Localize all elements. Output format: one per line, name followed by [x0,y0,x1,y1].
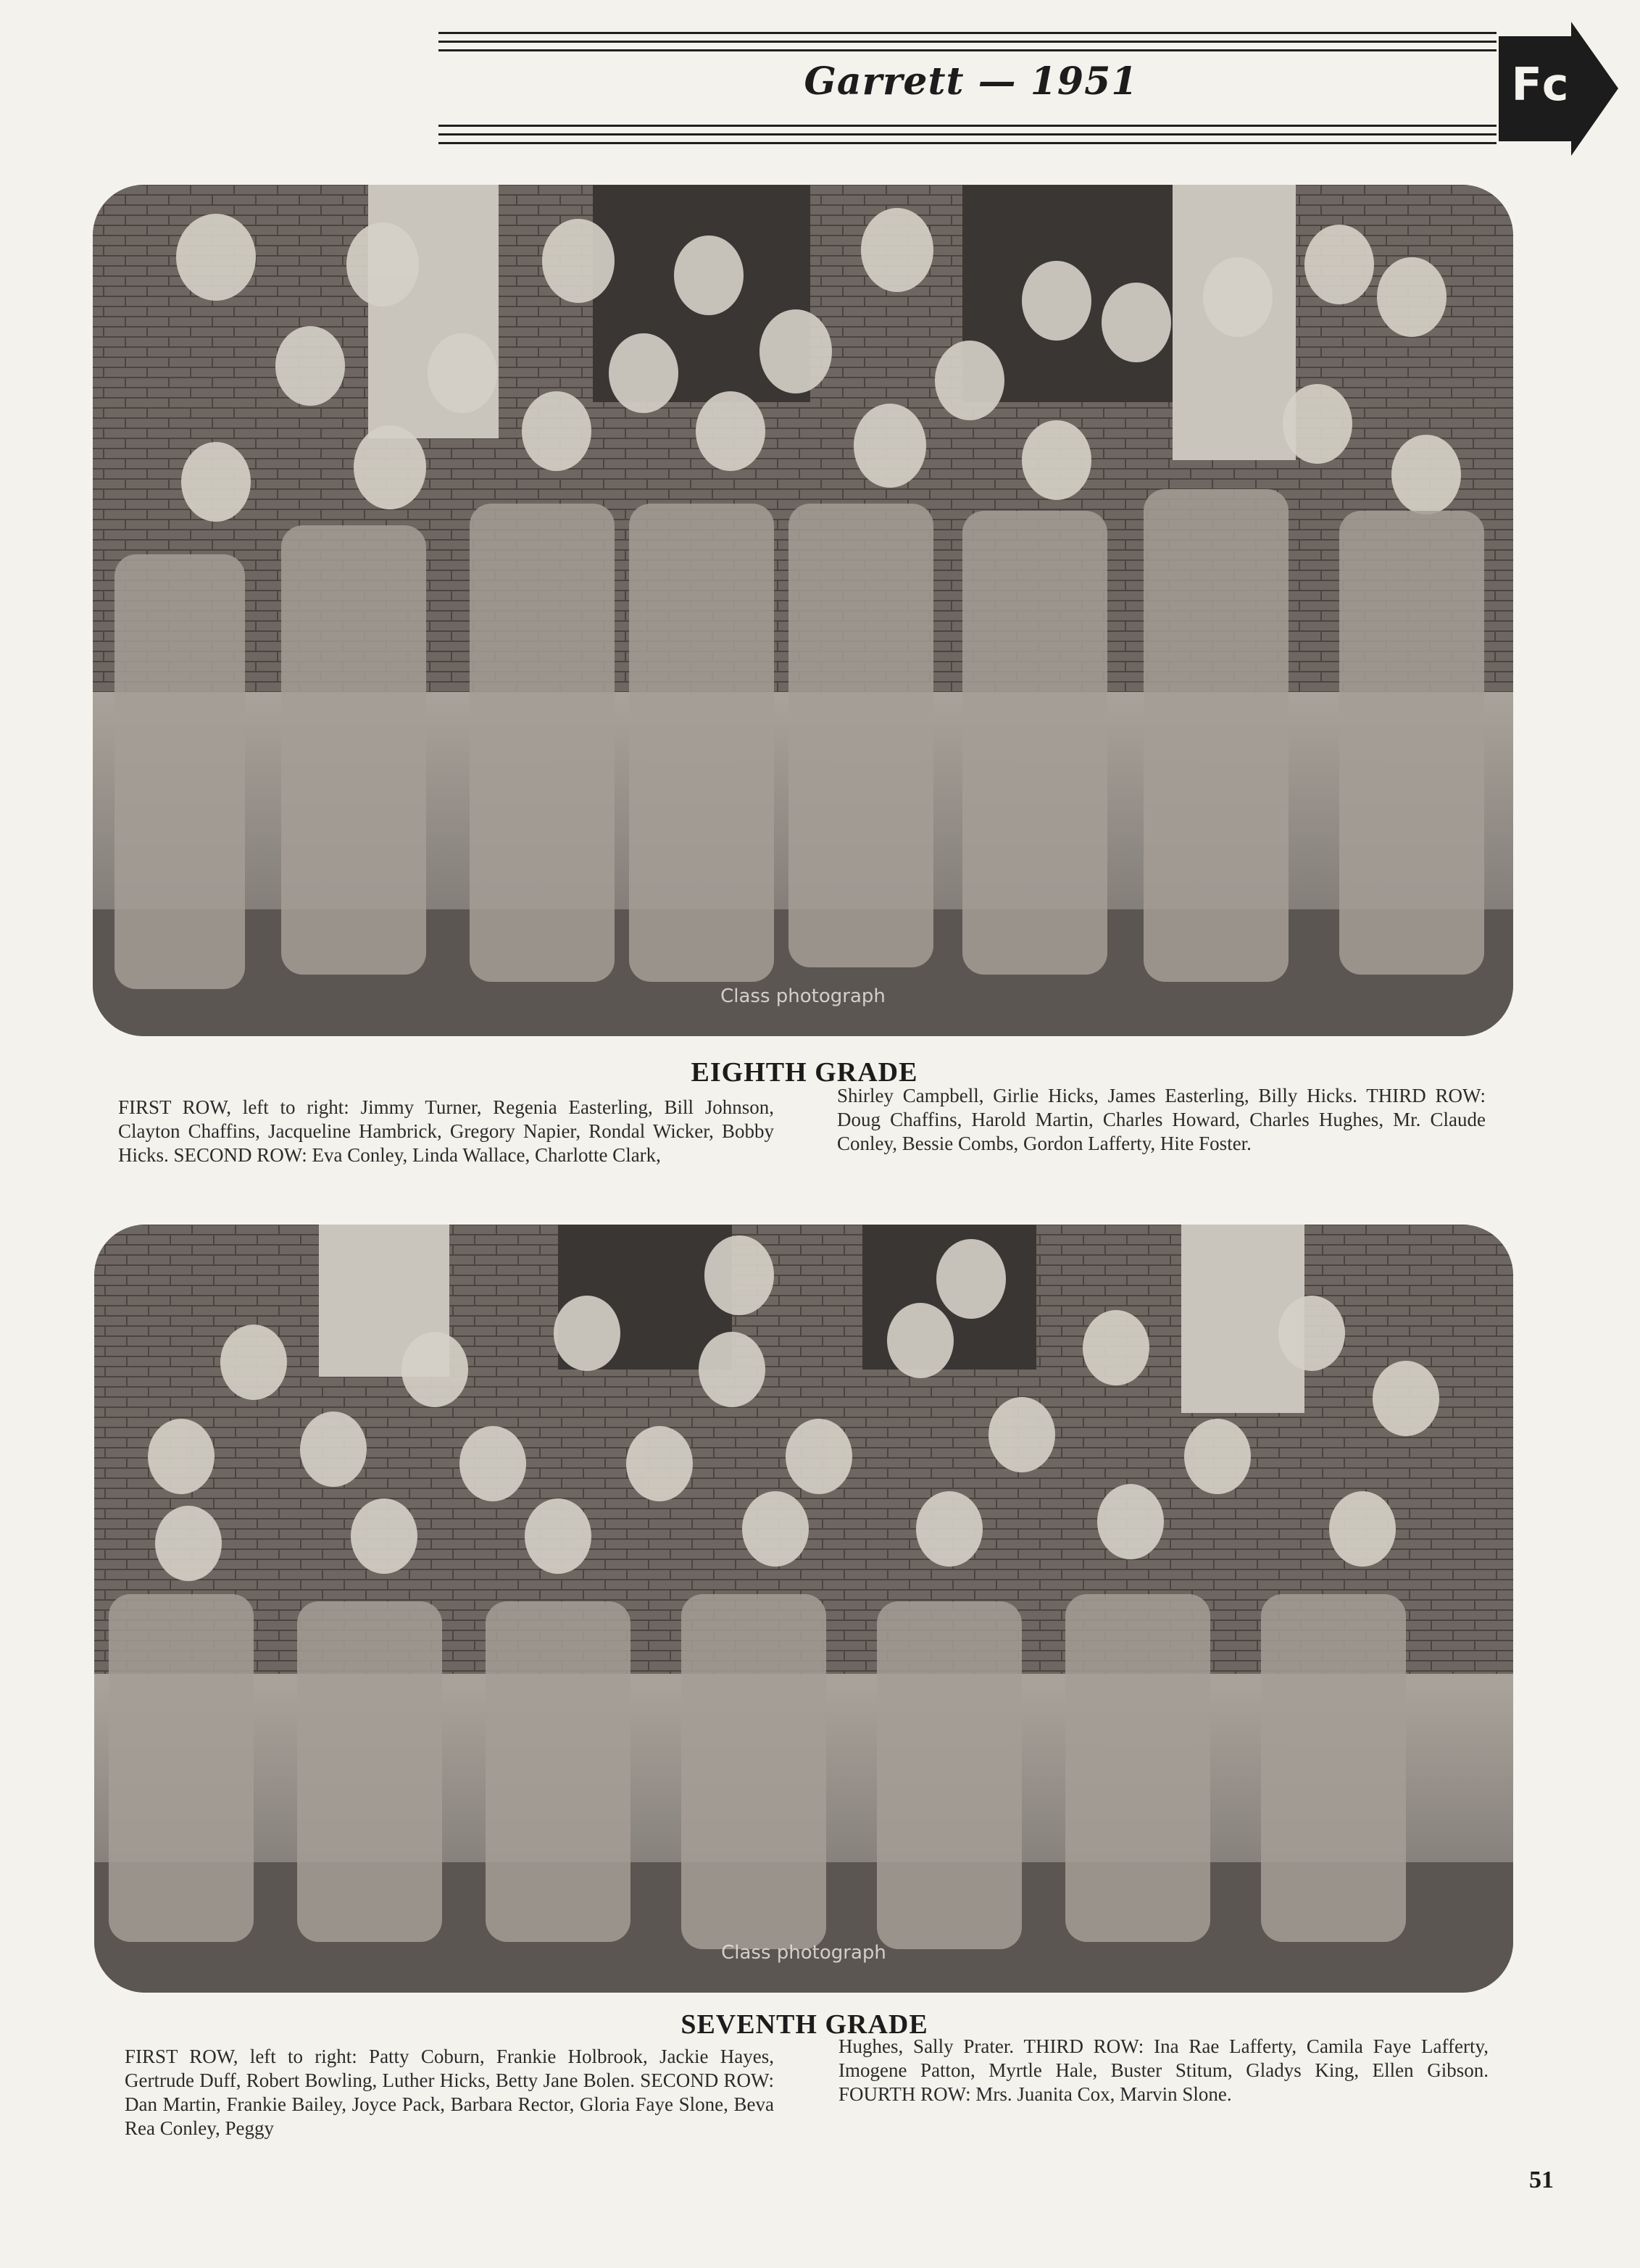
header-rule [438,142,1497,144]
eighth-grade-photo [93,185,1513,1036]
page-header [0,0,1640,159]
caption-text: Hughes, Sally Prater. THIRD ROW: Ina Rae Lafferty, Camila Faye Lafferty, Imogene Patton, Myrtle Hale, Buster Stitum, Gladys King, Ellen Gibson. FOURTH ROW: Mrs. Juanita Cox, Marvin Slone. [838,2035,1489,2105]
photo-illustration [94,1225,1513,1993]
seventh-grade-title: SEVENTH GRADE [680,2009,928,2040]
caption-text: Shirley Campbell, Girlie Hicks, James Easterling, Billy Hicks. THIRD ROW: Doug Chaffins, Harold Martin, Charles Howard, Charles Hughes, Mr. Claude Conley, Bessie Combs, Gordon Lafferty, Hite Foster. [837,1085,1486,1154]
header-rule [438,133,1497,136]
eighth-grade-caption-left [118,1096,774,1167]
seventh-grade-photo [94,1225,1513,1993]
photo-illustration [93,185,1513,1036]
caption-text: FIRST ROW, left to right: Jimmy Turner, Regenia Easterling, Bill Johnson, Clayton Chaffins, Jacqueline Hambrick, Gregory Napier, Rondal Wicker, Bobby Hicks. SECOND ROW: Eva Conley, Linda Wallace, Charlotte Clark, [118,1096,774,1166]
page-number: 51 [1529,2167,1554,2193]
eighth-grade-caption-right [837,1084,1486,1156]
logo-text: Fc [1511,58,1569,111]
header-rule [438,125,1497,127]
header-rule [438,32,1497,34]
photo-caption-placeholder: Class photograph [720,985,886,1007]
caption-text: FIRST ROW, left to right: Patty Coburn, Frankie Holbrook, Jackie Hayes, Gertrude Duff, Robert Bowling, Luther Hicks, Betty Jane Bolen. SECOND ROW: Dan Martin, Frankie Bailey, Joyce Pack, Barbara Rector, Gloria Faye Slone, Beva Rea Conley, Peggy [125,2046,774,2139]
eighth-grade-title: EIGHTH GRADE [691,1057,918,1088]
seventh-grade-caption-left [125,2045,774,2140]
header-rule [438,41,1497,43]
header-rule [438,49,1497,51]
photo-caption-placeholder: Class photograph [721,1942,886,1964]
seventh-grade-caption-right [838,2035,1489,2106]
page-title: Garrett — 1951 [797,59,1145,104]
